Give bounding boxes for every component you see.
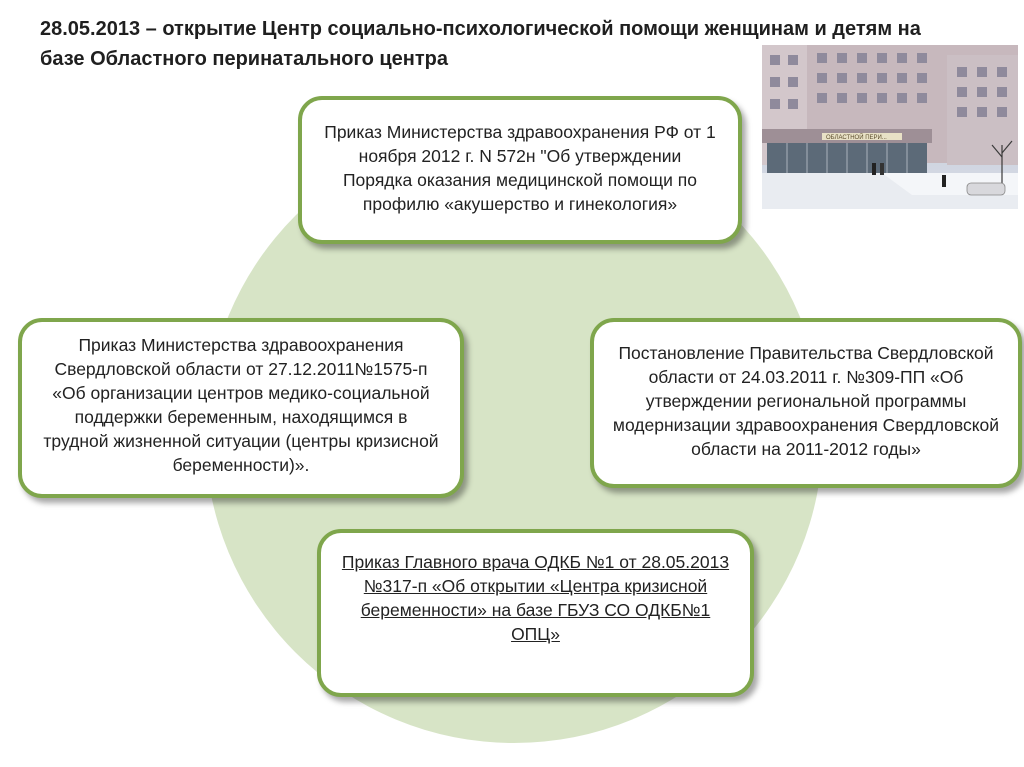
order-ministry-sverdlovsk-text: Приказ Министерства здравоохранения Свердловской области от 27.12.2011№1575-п «Об организации центров медико-социальной поддержки беременным, находящимся в трудной жизненной ситуации (центры кризисной беременности)». <box>43 335 439 475</box>
order-ministry-sverdlovsk-card <box>18 318 464 498</box>
slide-title: 28.05.2013 – открытие Центр социально-психологической помощи женщинам и детям на базе Областного перинатального центра <box>40 18 921 70</box>
chief-doctor-order-link[interactable]: Приказ Главного врача ОДКБ №1 от 28.05.2013 №317-п «Об открытии «Центра кризисной беременности» на базе ГБУЗ СО ОДКБ№1 ОПЦ» <box>341 552 730 644</box>
government-resolution-card <box>590 318 1022 488</box>
chief-doctor-order-card[interactable] <box>317 529 754 697</box>
order-ministry-rf-text: Приказ Министерства здравоохранения РФ от 1 ноября 2012 г. N 572н "Об утверждении Порядка оказания медицинской помощи по профилю «акушерство и гинекология» <box>324 122 716 214</box>
hospital-building-photo <box>762 45 1018 209</box>
order-ministry-rf-card <box>298 96 742 244</box>
government-resolution-text: Постановление Правительства Свердловской области от 24.03.2011 г. №309-ПП «Об утверждении региональной программы модернизации здравоохранения Свердловской области на 2011-2012 годы» <box>612 343 1000 459</box>
building-sign-text: ОБЛАСТНОЙ ПЕРИ... <box>826 135 887 141</box>
